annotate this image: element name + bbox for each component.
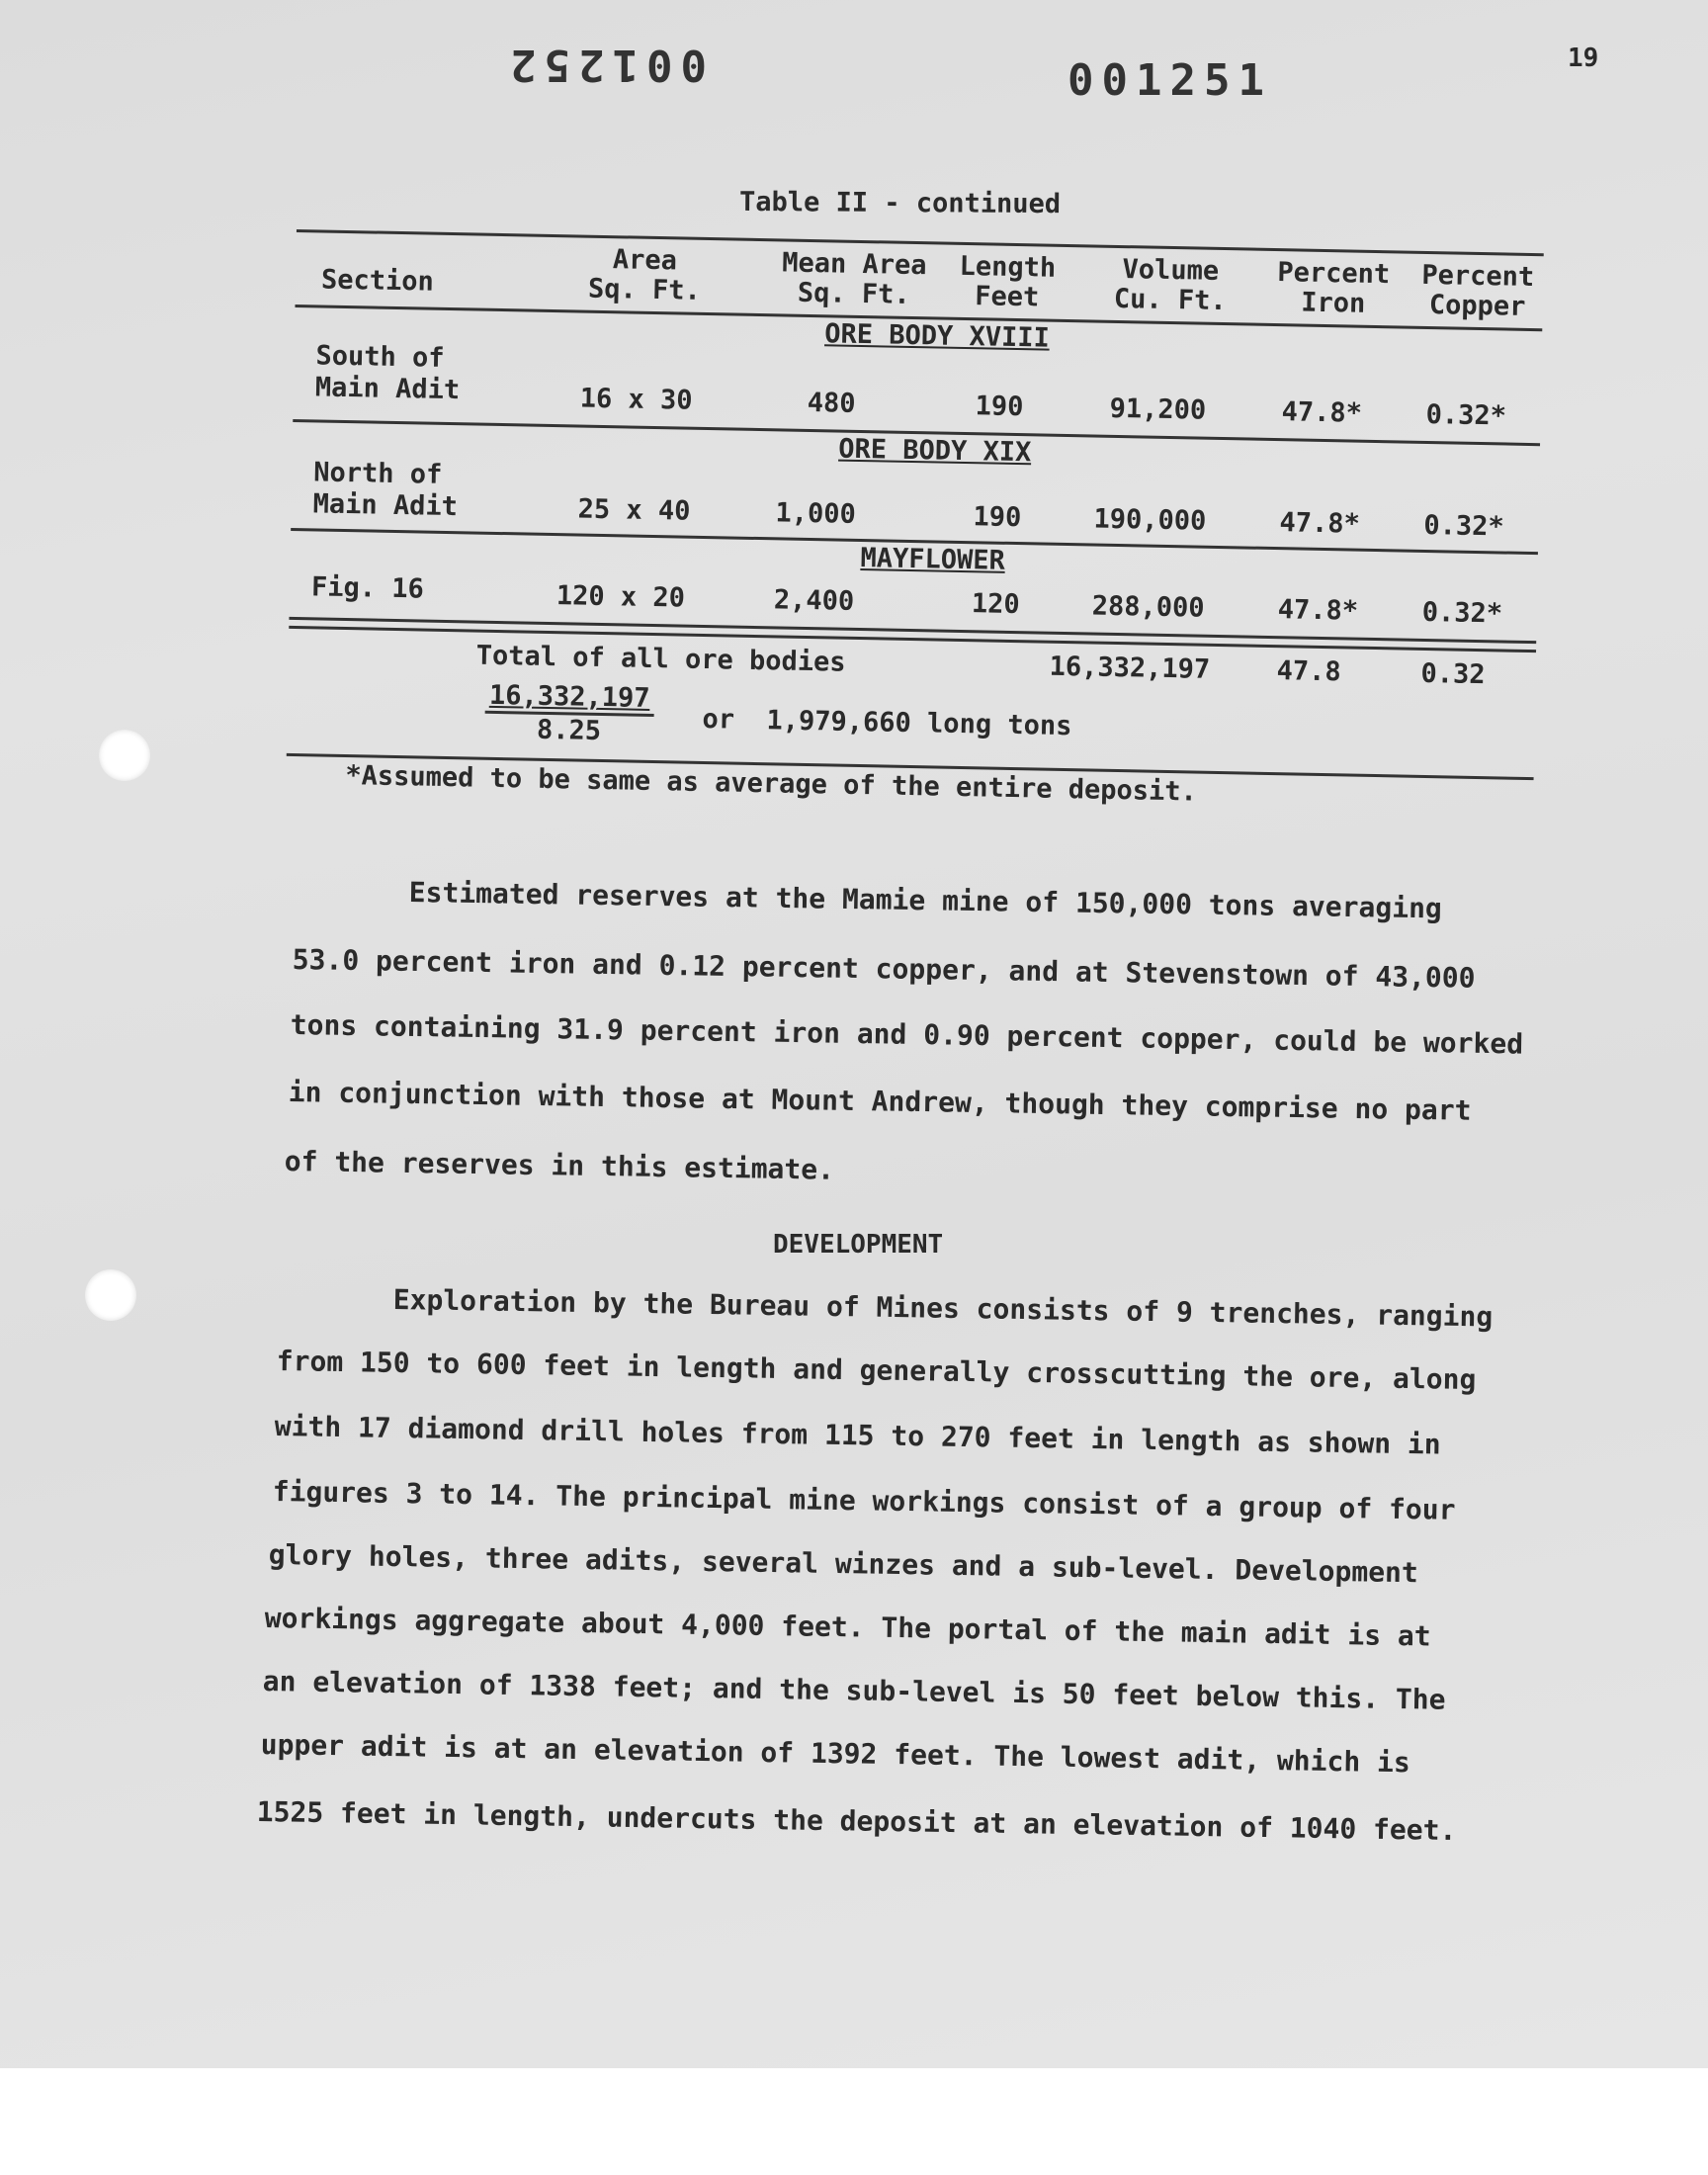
column-header-line: Percent [1277,257,1391,291]
paragraph-line: in conjunction with those at Mount Andrew, though they comprise no part [288,1076,1472,1127]
column-header-line: Section [320,264,435,298]
paragraph-line: figures 3 to 14. The principal mine workings consist of a group of four [272,1475,1456,1526]
paragraph-line: of the reserves in this estimate. [284,1145,835,1186]
ore-body-label: ORE BODY XVIII [823,318,1051,354]
paragraph-line: an elevation of 1338 feet; and the sub-level is 50 feet below this. The [262,1665,1446,1716]
scan-margin [0,2068,1708,2175]
volume-value: 288,000 [1091,590,1205,624]
column-header-mean-area [760,248,949,311]
column-header-volume [1086,254,1255,316]
section-name: Main Adit [314,372,461,406]
iron-value: 47.8* [1281,396,1363,429]
area-value: 16 x 30 [579,383,693,416]
length-value: 120 [971,588,1020,621]
column-header-line: Cu. Ft. [1113,283,1227,317]
long-tons-conversion: or 1,979,660 long tons [702,703,1072,742]
paragraph-line: Exploration by the Bureau of Mines consists of 9 trenches, ranging [392,1283,1494,1334]
iron-value: 47.8* [1279,507,1361,540]
ore-body-label: MAYFLOWER [860,543,1006,576]
column-header-line: Mean Area [781,247,927,282]
paragraph-line: glory holes, three adits, several winzes and a sub-level. Development [268,1538,1419,1590]
paragraph-line: tons containing 31.9 percent iron and 0.90 percent copper, could be worked [290,1008,1524,1061]
total-label: Total of all ore bodies [475,640,846,678]
section-name: North of [312,457,443,490]
mean-area-value: 1,000 [775,497,857,530]
iron-value: 47.8* [1277,594,1359,627]
mean-area-value: 480 [807,387,856,419]
fraction-denominator: 8.25 [536,714,602,747]
reserves-table [297,229,1544,808]
section-name: Fig. 16 [310,571,425,605]
total-copper: 0.32 [1420,657,1486,691]
paragraph-line: 1525 feet in length, undercuts the deposit at an elevation of 1040 feet. [256,1795,1457,1848]
area-value: 25 x 40 [577,493,691,527]
volume-value: 91,200 [1109,392,1207,426]
table-title: Table II - continued [738,186,1062,220]
page-number: 19 [1568,44,1599,73]
column-header-area [551,244,739,307]
copper-value: 0.32* [1421,596,1503,630]
paragraph-line: workings aggregate about 4,000 feet. The portal of the main adit is at [264,1602,1431,1653]
copper-value: 0.32* [1423,509,1505,543]
punch-hole-top [99,730,150,781]
volume-value: 190,000 [1093,503,1207,537]
column-header-line: Area [612,244,678,277]
fraction-numerator: 16,332,197 [485,680,654,717]
column-header-line: Sq. Ft. [587,273,702,306]
copper-value: 0.32* [1425,398,1507,432]
area-value: 120 x 20 [555,580,686,614]
column-header-line: Feet [975,281,1040,313]
section-name: South of [315,340,445,374]
document-stamp: 001251 [1068,55,1272,106]
column-header-line: Copper [1428,290,1526,322]
punch-hole-bottom [85,1269,136,1321]
column-header-line: Length [959,250,1057,284]
column-header-length [948,252,1068,313]
paragraph-line: with 17 diamond drill holes from 115 to 270 feet in length as shown in [274,1410,1441,1461]
column-header-section [321,265,434,297]
table-footnote: *Assumed to be same as average of the entire deposit. [345,760,1198,808]
paragraph-line: upper adit is at an elevation of 1392 feet. The lowest adit, which is [260,1728,1411,1780]
total-volume: 16,332,197 [1049,651,1211,685]
mean-area-value: 2,400 [773,584,855,617]
tonnage-fraction [484,680,654,747]
column-header-line: Iron [1300,287,1366,319]
column-header-iron [1263,258,1403,320]
document-stamp-inverted: 001252 [502,40,707,90]
length-value: 190 [975,391,1024,423]
ore-body-label: ORE BODY XIX [837,433,1032,469]
paragraph-line: Estimated reserves at the Mamie mine of 150,000 tons averaging [408,876,1443,925]
section-heading-development: DEVELOPMENT [773,1230,944,1260]
column-header-line: Percent [1421,259,1535,294]
column-header-copper [1408,261,1547,323]
column-header-line: Sq. Ft. [797,277,911,310]
length-value: 190 [973,501,1022,534]
paragraph-line: 53.0 percent iron and 0.12 percent copper, and at Stevenstown of 43,000 [292,943,1476,995]
section-name: Main Adit [312,488,459,523]
column-header-line: Volume [1122,254,1220,287]
paragraph-line: from 150 to 600 feet in length and generally crosscutting the ore, along [276,1345,1477,1397]
total-iron: 47.8 [1276,655,1341,688]
